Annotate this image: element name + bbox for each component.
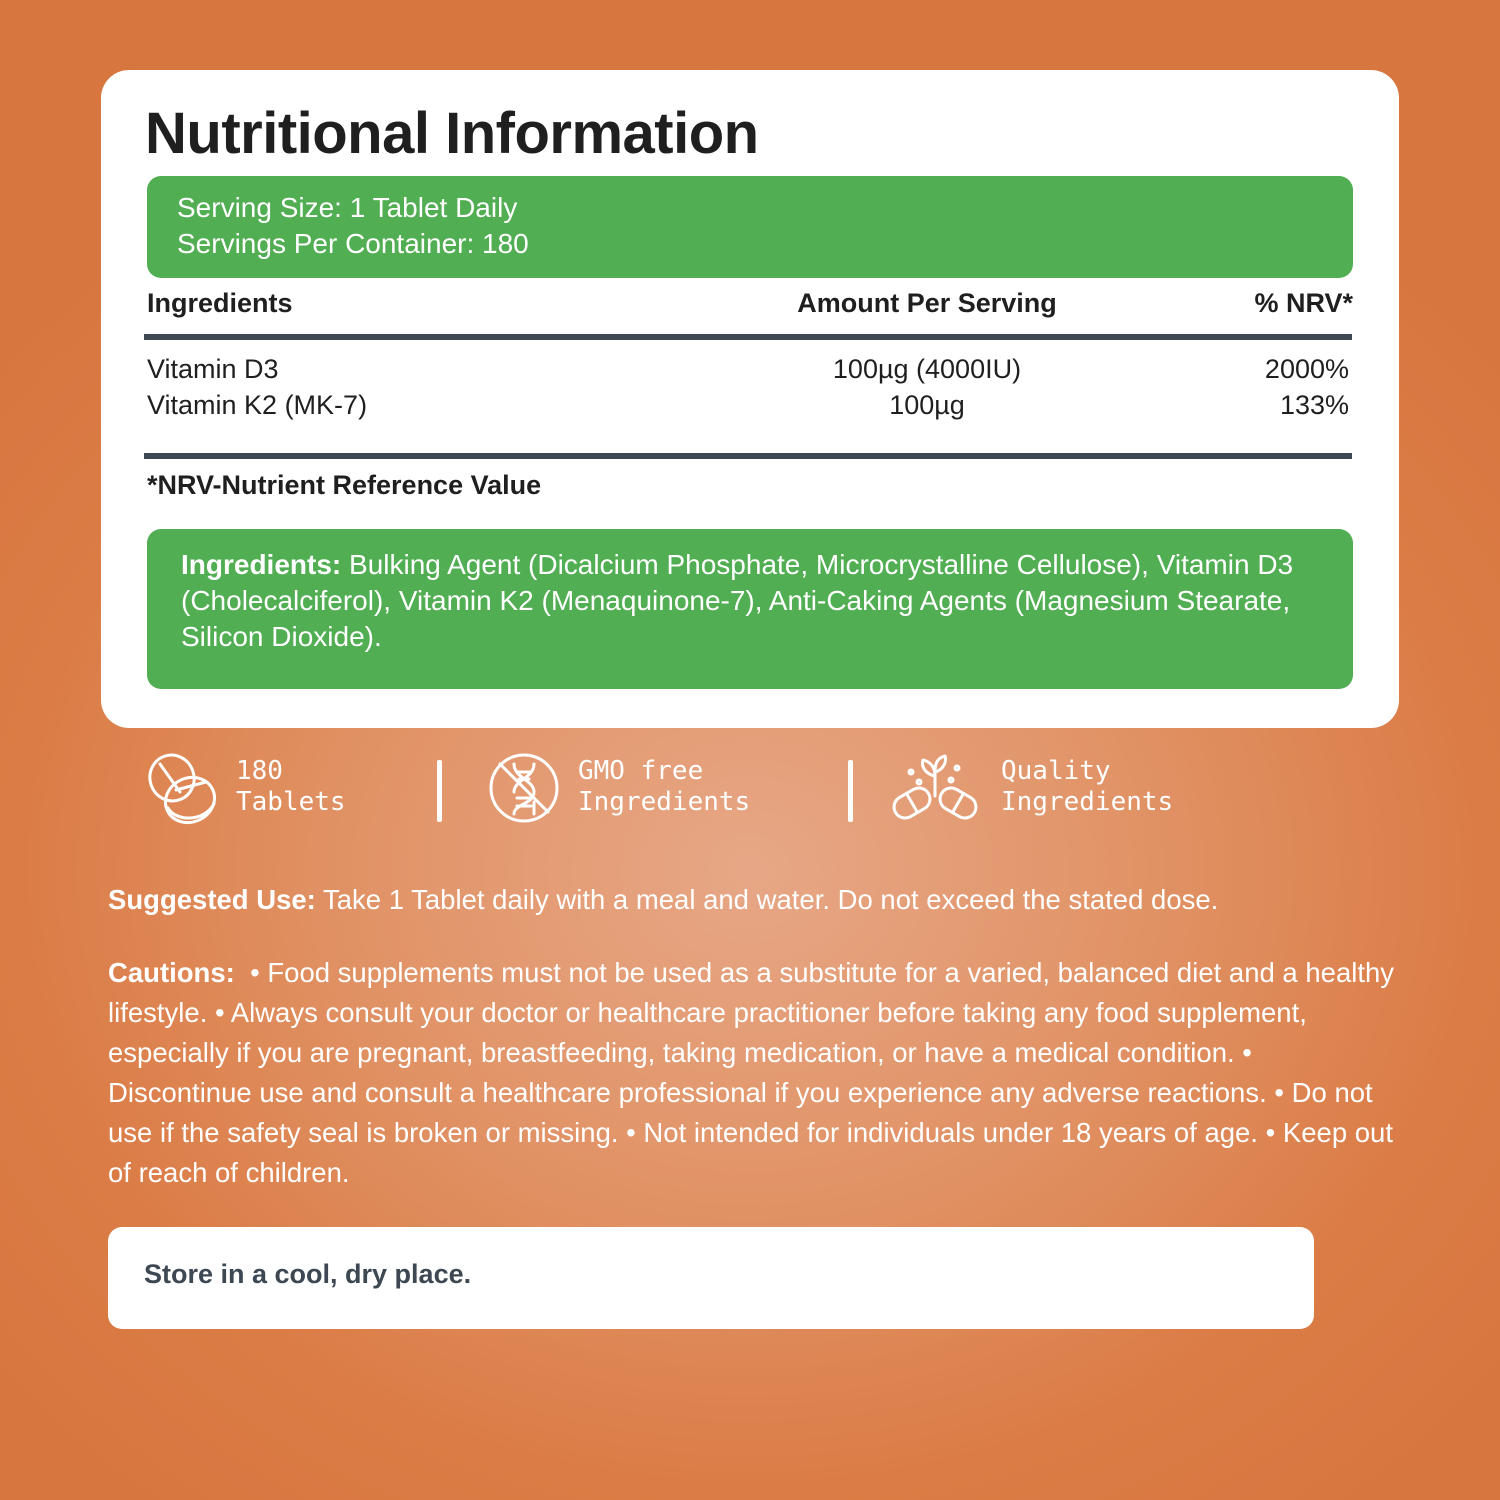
suggested-use	[108, 880, 1398, 920]
badge-separator	[437, 760, 442, 822]
page-title: Nutritional Information	[145, 101, 759, 166]
table-row	[147, 390, 1353, 426]
header-amount: Amount Per Serving	[797, 288, 1057, 318]
badge-line-2: Ingredients	[578, 787, 751, 817]
ingredient-name: Vitamin D3	[147, 354, 279, 384]
ingredient-amount: 100µg (4000IU)	[832, 354, 1022, 384]
table-divider-top	[144, 334, 1352, 340]
cautions	[108, 953, 1400, 1193]
suggested-use-text: Take 1 Tablet daily with a meal and water. Do not exceed the stated dose.	[315, 884, 1219, 915]
header-ingredients: Ingredients	[147, 288, 293, 318]
storage-text: Store in a cool, dry place.	[144, 1259, 472, 1289]
table-divider-bottom	[144, 453, 1352, 459]
cautions-label: Cautions:	[108, 957, 235, 988]
badge-line-2: Ingredients	[1001, 787, 1174, 817]
badge-line-1: GMO free	[578, 756, 704, 786]
badge-label	[236, 756, 346, 818]
serving-info-box	[147, 176, 1353, 278]
badge-gmo-free	[488, 752, 808, 832]
servings-per-container: Servings Per Container: 180	[177, 228, 529, 259]
badge-label	[1001, 756, 1173, 818]
ingredient-amount: 100µg	[889, 390, 965, 420]
table-header	[147, 288, 1353, 328]
storage-box	[108, 1227, 1314, 1329]
header-nrv: % NRV*	[1254, 288, 1353, 318]
badge-label	[578, 756, 750, 818]
suggested-use-label: Suggested Use:	[108, 884, 316, 915]
ingredient-nrv: 133%	[1279, 390, 1349, 420]
ingredients-label: Ingredients:	[181, 549, 342, 580]
ingredient-name: Vitamin K2 (MK-7)	[147, 390, 368, 420]
ingredient-nrv: 2000%	[1264, 354, 1349, 384]
cautions-text: • Food supplements must not be used as a substitute for a varied, balanced diet and a healthy lifestyle. • Always consult your doctor or healthcare practitioner before taking any food supplement, especially if you are pregnant, breastfeeding, taking medication, or have a medical condition. • Discontinue use and consult a healthcare professional if you experience any adverse reactions. • Do not use if the safety seal is broken or missing. • Not intended for individuals under 18 years of age. • Keep out of reach of children.	[108, 957, 1402, 1188]
ingredients-text: Bulking Agent (Dicalcium Phosphate, Microcrystalline Cellulose), Vitamin D3 (Cholecalciferol), Vitamin K2 (Menaquinone-7), Anti-Caking Agents (Magnesium Stearate, Silicon Dioxide).	[181, 549, 1294, 652]
nrv-footnote: *NRV-Nutrient Reference Value	[147, 470, 542, 500]
badge-separator	[848, 760, 853, 822]
ingredients-box	[147, 529, 1353, 689]
serving-size: Serving Size: 1 Tablet Daily	[177, 192, 518, 223]
badge-quality	[891, 752, 1221, 832]
badge-tablets	[146, 752, 406, 832]
badge-line-2: Tablets	[236, 787, 346, 817]
nutrition-card	[101, 70, 1399, 728]
badge-line-1: 180	[236, 756, 283, 786]
no-gmo-dna-icon	[488, 752, 560, 824]
tablets-icon	[146, 752, 218, 828]
table-row	[147, 354, 1353, 390]
badge-line-1: Quality	[1001, 756, 1111, 786]
capsules-leaves-icon	[891, 752, 981, 826]
